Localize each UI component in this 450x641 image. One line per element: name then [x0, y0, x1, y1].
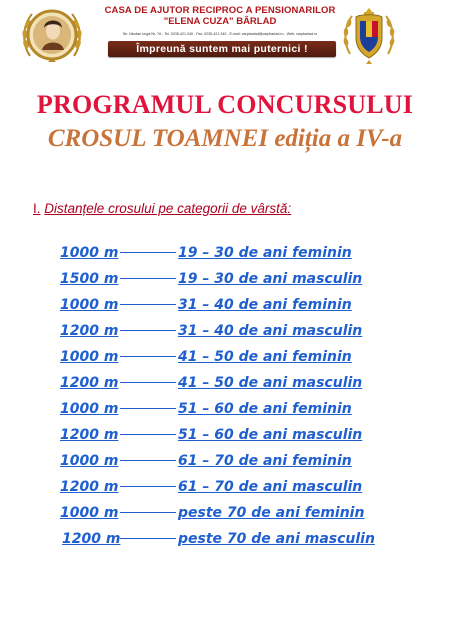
distance: 1200 m	[62, 531, 121, 547]
age-category: 19 – 30 de ani masculin	[178, 271, 363, 287]
list-item	[0, 240, 450, 266]
age-category: peste 70 de ani feminin	[178, 505, 365, 521]
age-category: 51 – 60 de ani masculin	[178, 427, 363, 443]
list-item	[0, 370, 450, 396]
age-category: 19 – 30 de ani feminin	[178, 245, 352, 261]
age-category: 61 – 70 de ani masculin	[178, 479, 363, 495]
page-title: PROGRAMUL CONCURSULUI	[36, 90, 414, 119]
organization-subtitle: "ELENA CUZA" BÂRLAD	[163, 16, 277, 27]
distance: 1000 m	[60, 453, 119, 469]
age-category: 31 – 40 de ani feminin	[178, 297, 352, 313]
organization-name: CASA DE AJUTOR RECIPROC A PENSIONARILOR	[104, 5, 336, 16]
age-category: 41 – 50 de ani feminin	[178, 349, 352, 365]
underline-gap	[120, 278, 176, 279]
underline-gap	[120, 252, 176, 253]
motto-banner	[108, 41, 336, 57]
list-item	[0, 500, 450, 526]
underline-gap	[120, 330, 176, 331]
underline-gap	[120, 382, 176, 383]
distance: 1000 m	[60, 401, 119, 417]
motto-text: Împreună suntem mai puternici !	[136, 43, 308, 55]
section-heading	[33, 200, 433, 218]
distance: 1000 m	[60, 297, 119, 313]
distance: 1000 m	[60, 349, 119, 365]
underline-gap	[120, 408, 176, 409]
list-item	[0, 526, 450, 552]
list-item	[0, 474, 450, 500]
contact-line: Str. Nicolae Iorga Nr. 7A - Tel. 0235-421.340 - Fax: 0235-421.340 - E-mail: carpbarlad@carpbarlad.ro - Web: carpbarlad.ro	[122, 32, 318, 36]
list-item	[0, 292, 450, 318]
portrait-medallion-icon	[20, 4, 84, 66]
section-number: I.	[33, 201, 41, 216]
underline-gap	[120, 356, 176, 357]
underline-gap	[120, 486, 176, 487]
distance: 1500 m	[60, 271, 119, 287]
age-category: 41 – 50 de ani masculin	[178, 375, 363, 391]
distance: 1200 m	[60, 479, 119, 495]
list-item	[0, 266, 450, 292]
list-item	[0, 344, 450, 370]
age-category: 51 – 60 de ani feminin	[178, 401, 352, 417]
distance: 1000 m	[60, 245, 119, 261]
age-category: peste 70 de ani masculin	[178, 531, 375, 547]
underline-gap	[120, 538, 176, 539]
distance: 1200 m	[60, 427, 119, 443]
underline-gap	[120, 512, 176, 513]
distance: 1000 m	[60, 505, 119, 521]
coat-of-arms-icon	[342, 4, 396, 66]
list-item	[0, 318, 450, 344]
list-item	[0, 422, 450, 448]
underline-gap	[120, 460, 176, 461]
letterhead	[8, 2, 442, 66]
age-category: 31 – 40 de ani masculin	[178, 323, 363, 339]
list-item	[0, 448, 450, 474]
distance: 1200 m	[60, 375, 119, 391]
underline-gap	[120, 434, 176, 435]
section-text: Distanțele crosului pe categorii de vârstă:	[44, 201, 292, 216]
age-category: 61 – 70 de ani feminin	[178, 453, 352, 469]
distance: 1200 m	[60, 323, 119, 339]
page-subtitle: CROSUL TOAMNEI ediția a IV-a	[47, 125, 403, 152]
list-item	[0, 396, 450, 422]
underline-gap	[120, 304, 176, 305]
